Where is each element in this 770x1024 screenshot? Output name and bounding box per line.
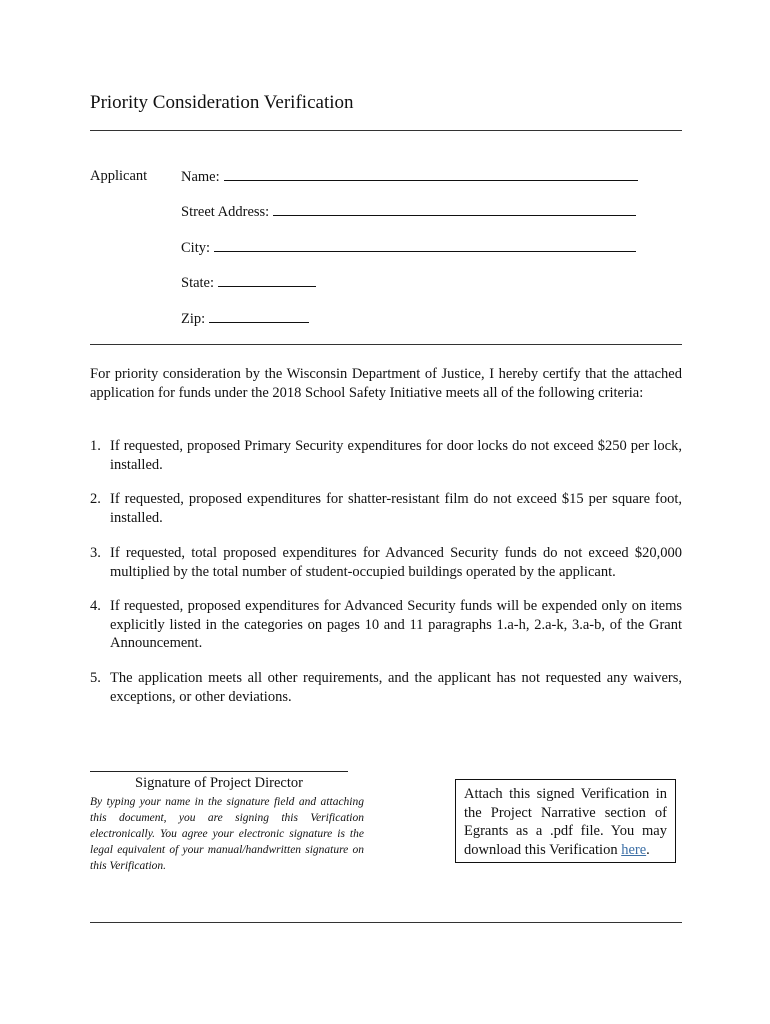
certification-intro: For priority consideration by the Wisconsin Department of Justice, I hereby certify that the attached application for funds under the 2018 School Safety Initiative meets all of the following criteria: [90,366,682,401]
footer-divider [90,922,682,923]
page-title: Priority Consideration Verification [90,92,354,113]
criteria-item [90,437,682,474]
criteria-item [90,669,682,706]
signature-disclaimer: By typing your name in the signature field and attaching this document, you are signing this Verification electronically. You agree your electronic signature is the legal equivalent of your manual/handwritten signature on this Verification. [90,796,364,872]
criteria-item [90,544,682,581]
city-field-row [181,239,636,257]
download-link[interactable]: here [621,841,647,858]
street-address-field-row [181,203,636,221]
street-address-label: Street Address: [181,204,270,220]
city-label: City: [181,240,211,256]
zip-input[interactable] [209,310,309,323]
zip-field-row [181,310,309,328]
city-input[interactable] [214,239,636,252]
criteria-text: If requested, proposed expenditures for shatter-resistant film do not exceed $15 per square foot, installed. [110,491,682,526]
applicant-divider [90,344,682,345]
state-input[interactable] [218,274,316,287]
criteria-number: 4. [90,598,101,614]
criteria-number: 5. [90,670,101,686]
name-label: Name: [181,169,220,185]
attach-instructions-text: Attach this signed Verification in the Project Narrative section of Egrants as a .pdf file. You may download this Verification [464,786,667,858]
title-divider [90,130,682,131]
criteria-number: 2. [90,491,101,507]
criteria-number: 1. [90,438,101,454]
applicant-section-label: Applicant [90,168,148,184]
street-address-input[interactable] [273,203,636,216]
criteria-text: The application meets all other requirements, and the applicant has not requested any waivers, exceptions, or other deviations. [110,670,682,705]
name-input[interactable] [224,168,638,181]
criteria-number: 3. [90,545,101,561]
signature-title: Signature of Project Director [135,775,303,791]
state-label: State: [181,275,215,291]
attach-instructions-box [455,779,676,863]
criteria-text: If requested, proposed expenditures for Advanced Security funds will be expended only on items explicitly listed in the categories on pages 10 and 11 paragraphs 1.a-h, 2.a-k, 3.a-b, of the Grant Announcement. [110,598,682,651]
state-field-row [181,274,316,292]
criteria-item [90,490,682,527]
name-field-row [181,168,638,186]
criteria-item [90,597,682,653]
criteria-text: If requested, total proposed expenditures for Advanced Security funds do not exceed $20,000 multiplied by the total number of student-occupied buildings operated by the applicant. [110,545,682,580]
zip-label: Zip: [181,311,206,327]
criteria-text: If requested, proposed Primary Security expenditures for door locks do not exceed $250 per lock, installed. [110,438,682,473]
attach-instructions-end: . [646,841,650,858]
signature-line[interactable] [90,771,348,772]
